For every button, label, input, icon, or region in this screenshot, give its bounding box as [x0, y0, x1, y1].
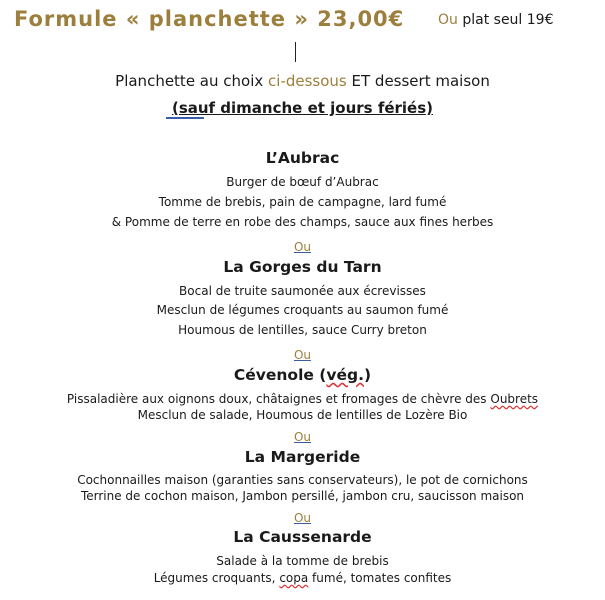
- section-title-caussenarde: La Caussenarde: [233, 528, 372, 546]
- aubrac-line-3: & Pomme de terre en robe des champs, sauce aux fines herbes: [111, 215, 494, 229]
- cevenole-line-1: Pissaladière aux oignons doux, châtaignes et fromages de chèvre des Oubrets: [66, 392, 539, 406]
- cevenole-line-2: Mesclun de salade, Houmous de lentilles de Lozère Bio: [137, 408, 468, 422]
- cevenole-title-text: Cévenole (vég.): [233, 366, 372, 384]
- section-title-cevenole: [0, 366, 605, 384]
- spellcheck-word: vég.: [326, 366, 364, 384]
- section-title-margeride: La Margeride: [244, 448, 361, 466]
- intro-before: Planchette au choix: [115, 72, 269, 90]
- separator-1: [0, 236, 605, 255]
- caussenarde-line-2: Légumes croquants, copa fumé, tomates confites: [153, 571, 452, 585]
- separator-ou: Ou: [293, 240, 312, 254]
- intro-highlight: ci-dessous: [268, 72, 347, 90]
- exception-text: (sauf dimanche et jours fériés): [171, 99, 434, 117]
- exception-note: [0, 99, 605, 117]
- separator-ou: Ou: [293, 430, 312, 444]
- text-cursor: [295, 42, 296, 62]
- separator-4: [0, 507, 605, 526]
- intro-after: ET dessert maison: [346, 72, 490, 90]
- gorges-line-1: Bocal de truite saumonée aux écrevisses: [179, 284, 426, 298]
- gorges-line-2: Mesclun de légumes croquants au saumon fumé: [156, 303, 449, 317]
- separator-ou: Ou: [293, 348, 312, 362]
- section-title-gorges-du-tarn: La Gorges du Tarn: [223, 258, 382, 276]
- margeride-line-1: Cochonnailles maison (garanties sans conservateurs), le pot de cornichons: [77, 473, 528, 487]
- spellcheck-word: copa: [279, 571, 309, 585]
- alt-price-text: [438, 12, 554, 28]
- alt-price-ou: Ou: [438, 12, 458, 28]
- spellcheck-word: Oubrets: [490, 392, 539, 406]
- section-title-aubrac: L’Aubrac: [265, 149, 340, 167]
- aubrac-line-2: Tomme de brebis, pain de campagne, lard fumé: [158, 195, 447, 209]
- separator-ou: Ou: [293, 511, 312, 525]
- intro-line: [0, 72, 605, 90]
- separator-2: [0, 344, 605, 363]
- caussenarde-line-1: Salade à la tomme de brebis: [216, 554, 389, 568]
- aubrac-line-1: Burger de bœuf d’Aubrac: [226, 175, 379, 189]
- margeride-line-2: Terrine de cochon maison, Jambon persillé, jambon cru, saucisson maison: [80, 489, 525, 503]
- grammar-mark: [166, 117, 204, 119]
- menu-title: Formule « planchette » 23,00€: [14, 7, 405, 31]
- alt-price-rest: plat seul 19€: [457, 12, 554, 28]
- separator-3: [0, 426, 605, 445]
- gorges-line-3: Houmous de lentilles, sauce Curry breton: [178, 323, 427, 337]
